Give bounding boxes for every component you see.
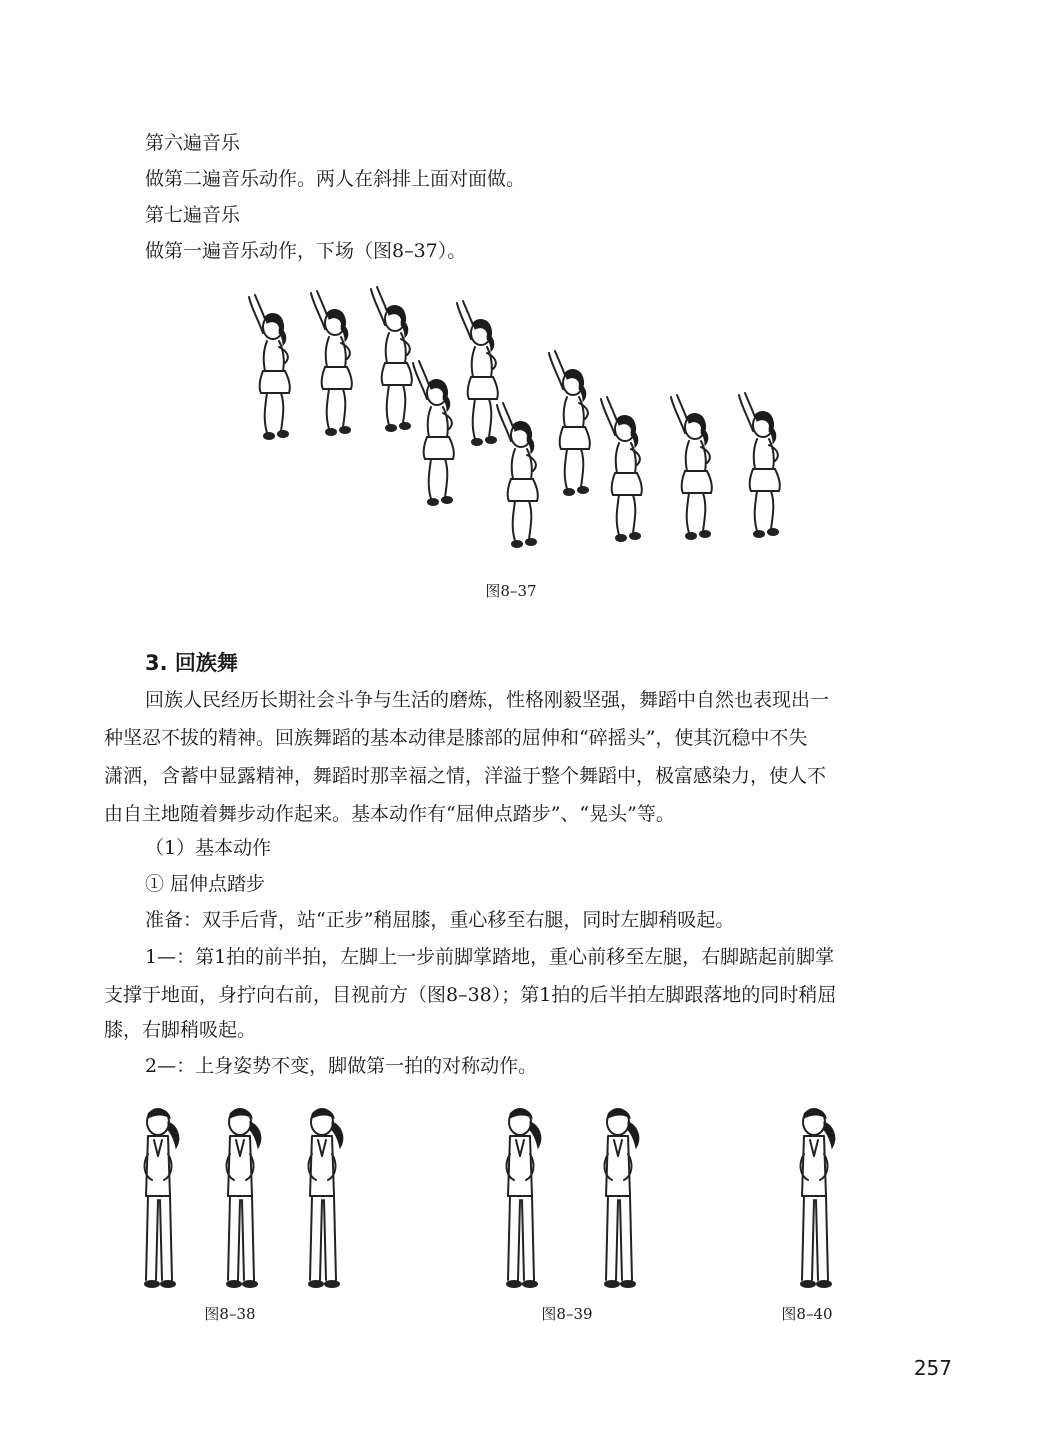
dancer-6 [497, 403, 538, 548]
standing-figures-b [480, 1100, 670, 1290]
paragraph-line-2: 种坚忍不拔的精神。回族舞蹈的基本动律是膝部的屈伸和“碎摇头”，使其沉稳中不失 [104, 727, 808, 749]
beat1-line-2: 支撑于地面，身拧向右前，目视前方（图8–38）；第1拍的后半拍左脚跟落地的同时稍屈 [104, 984, 837, 1006]
intro-line-1: 第六遍音乐 [145, 132, 241, 154]
figure-8-38-caption: 图8–38 [204, 1305, 256, 1323]
figure-38-pose-3 [308, 1109, 343, 1288]
figure-39-pose-2 [604, 1109, 639, 1288]
dancer-10 [739, 393, 780, 538]
figure-8-40-caption: 图8–40 [781, 1305, 833, 1323]
intro-line-3: 第七遍音乐 [145, 204, 241, 226]
dancer-2 [311, 291, 352, 436]
paragraph-line-4: 由自主地随着舞步动作起来。基本动作有“屈伸点踏步”、“晃头”等。 [104, 803, 675, 825]
intro-line-2: 做第二遍音乐动作。两人在斜排上面对面做。 [145, 168, 526, 190]
figure-38-pose-1 [144, 1109, 179, 1288]
figure-8-39-caption: 图8–39 [541, 1305, 593, 1323]
subheading-basic: （1）基本动作 [145, 837, 272, 859]
figure-8-40-illustration [770, 1100, 860, 1290]
figure-40-pose [800, 1109, 835, 1288]
figure-8-37-caption: 图8–37 [485, 582, 537, 600]
figure-38-pose-2 [226, 1109, 261, 1288]
standing-figure-c [770, 1100, 860, 1290]
standing-figures-a [120, 1100, 360, 1290]
dancer-5 [413, 361, 454, 506]
page-number: 257 [913, 1356, 952, 1380]
section-title: 3. 回族舞 [145, 651, 238, 675]
figure-8-37-illustration [225, 285, 805, 555]
beat1-line-3: 膝，右脚稍吸起。 [104, 1019, 257, 1041]
beat2-line: 2—：上身姿势不变，脚做第一拍的对称动作。 [145, 1055, 538, 1077]
prep-line: 准备：双手后背，站“正步”稍屈膝，重心移至右腿，同时左脚稍吸起。 [145, 909, 735, 931]
figure-8-38-illustration [120, 1100, 360, 1290]
dancer-8 [601, 397, 642, 542]
beat1-line-1: 1—：第1拍的前半拍，左脚上一步前脚掌踏地，重心前移至左腿，右脚踮起前脚掌 [145, 946, 835, 968]
dancer-4 [457, 301, 498, 446]
dancer-7 [549, 351, 590, 496]
paragraph-line-3: 潇洒，含蓄中显露精神，舞蹈时那幸福之情，洋溢于整个舞蹈中，极富感染力，使人不 [104, 765, 827, 787]
figure-39-pose-1 [506, 1109, 541, 1288]
intro-line-4: 做第一遍音乐动作，下场（图8–37）。 [145, 240, 467, 262]
dancer-1 [249, 295, 290, 440]
dancer-9 [671, 395, 712, 540]
figure-8-39-illustration [480, 1100, 670, 1290]
paragraph-line-1: 回族人民经历长期社会斗争与生活的磨炼，性格刚毅坚强，舞蹈中自然也表现出一 [145, 689, 830, 711]
dancer-3 [371, 287, 412, 432]
subheading-step: ① 屈伸点踏步 [145, 873, 266, 895]
dancers-drawing [225, 285, 805, 555]
